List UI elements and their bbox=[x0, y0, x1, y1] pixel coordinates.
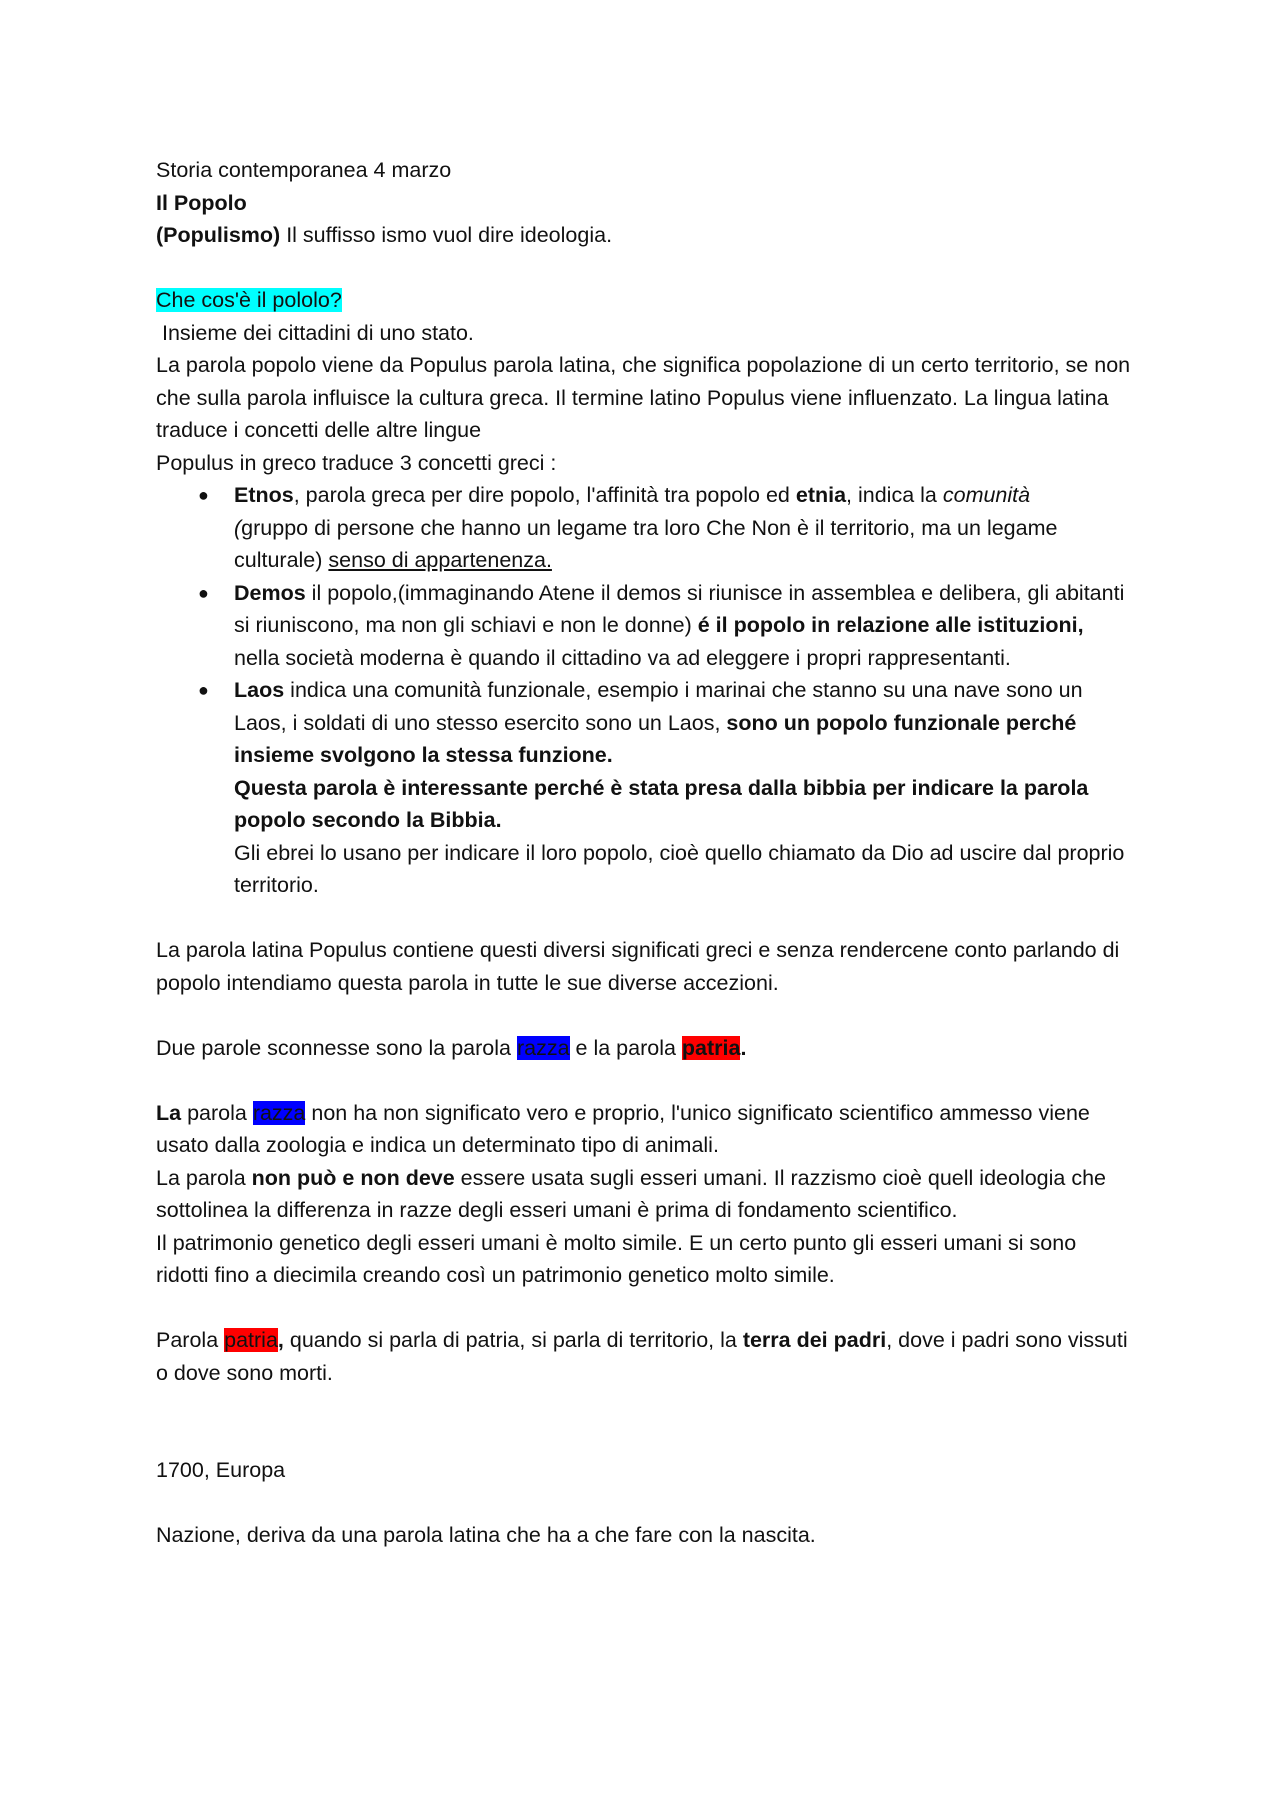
question-line bbox=[156, 284, 1131, 317]
laos-text-2: Gli ebrei lo usano per indicare il loro popolo, cioè quello chiamato da Dio ad uscire dal proprio territorio. bbox=[234, 840, 1125, 897]
term-demos: Demos bbox=[234, 580, 306, 605]
etnos-text-3: gruppo di persone che hanno un legame tra loro Che Non è il territorio, ma un legame culturale) bbox=[234, 515, 1058, 572]
non-puo-paragraph bbox=[156, 1162, 1131, 1227]
etnos-text-1: , parola greca per dire popolo, l'affinità tra popolo ed bbox=[293, 483, 796, 507]
patria-paragraph bbox=[156, 1324, 1131, 1389]
senso-appartenenza: senso di appartenenza. bbox=[328, 548, 552, 572]
demos-bold: é il popolo in relazione alle istituzioni, bbox=[697, 613, 1084, 637]
list-item-laos bbox=[156, 674, 1131, 902]
doc-heading: Il Popolo bbox=[156, 190, 247, 215]
terra-dei-padri: terra dei padri bbox=[742, 1328, 887, 1352]
greek-concepts-list bbox=[156, 479, 1131, 902]
intro-definition: Insieme dei cittadini di uno stato. bbox=[156, 320, 474, 345]
populismo-text: Il suffisso ismo vuol dire ideologia. bbox=[280, 223, 613, 247]
document-page bbox=[156, 154, 1131, 1552]
non-puo-text-2: essere usata sugli esseri umani. Il razzismo cioè quell ideologia che sottolinea la differenza in razze degli esseri umani è prima di fondamento scientifico. bbox=[156, 1165, 1107, 1222]
populismo-term: (Populismo) bbox=[156, 223, 281, 247]
razza-text-1: parola bbox=[181, 1100, 253, 1125]
bullet-marker: ● bbox=[198, 485, 209, 505]
populismo-line bbox=[156, 219, 1131, 252]
term-etnos: Etnos bbox=[234, 483, 294, 507]
due-parole-text-1: Due parole sconnesse sono la parola bbox=[156, 1035, 517, 1060]
laos-bold-2: Questa parola è interessante perché è stata presa dalla bibbia per indicare la parola popolo secondo la Bibbia. bbox=[234, 775, 1089, 832]
intro-lead: Populus in greco traduce 3 concetti greci : bbox=[156, 450, 557, 475]
question-highlight: Che cos'è il pololo? bbox=[156, 288, 342, 312]
laos-bold-1: sono un popolo funzionale perché insieme svolgono la stessa funzione. bbox=[234, 710, 1077, 767]
patrimonio-paragraph: Il patrimonio genetico degli esseri umani è molto simile. E un certo punto gli esseri umani si sono ridotti fino a diecimila creando così un patrimonio genetico molto simile. bbox=[156, 1230, 1077, 1287]
etnos-text-2: , indica la bbox=[846, 483, 943, 507]
bullet-marker: ● bbox=[198, 680, 209, 700]
laos-text-1: indica una comunità funzionale, esempio i marinai che stanno su una nave sono un Laos, i soldati di uno stesso esercito sono un Laos, bbox=[234, 678, 1083, 735]
razza-text-2: non ha non significato vero e proprio, l'unico significato scientifico ammesso viene usato dalla zoologia e indica un determinato tipo di animali. bbox=[156, 1100, 1090, 1157]
etnos-paren: ( bbox=[234, 515, 242, 540]
due-parole-text-2: e la parola bbox=[569, 1035, 682, 1060]
doc-title: Storia contemporanea 4 marzo bbox=[156, 158, 452, 182]
nazione-line: Nazione, deriva da una parola latina che ha a che fare con la nascita. bbox=[156, 1523, 816, 1547]
intro-paragraph: La parola popolo viene da Populus parola latina, che significa popolazione di un certo territorio, se non che sulla parola influisce la cultura greca. Il termine latino Populus viene influenzato. La lingua latina traduce i concetti delle altre lingue bbox=[156, 353, 1131, 442]
term-comunita: comunità bbox=[942, 483, 1031, 507]
razza-highlight: razza bbox=[516, 1035, 570, 1060]
bullet-marker: ● bbox=[198, 582, 209, 603]
due-parole-line bbox=[156, 1032, 1131, 1065]
list-item-demos bbox=[156, 577, 1131, 675]
razza-highlight: razza bbox=[252, 1100, 306, 1125]
patria-highlight: patria bbox=[224, 1328, 278, 1352]
patria-text-1: Parola bbox=[156, 1328, 225, 1352]
date-line: 1700, Europa bbox=[156, 1458, 286, 1482]
non-puo-text-1: La parola bbox=[156, 1165, 252, 1190]
demos-text-2: nella società moderna è quando il cittadino va ad eleggere i propri rappresentanti. bbox=[234, 645, 1011, 670]
populus-paragraph: La parola latina Populus contiene questi diversi significati greci e senza rendercene conto parlando di popolo intendiamo questa parola in tutte le sue diverse accezioni. bbox=[156, 938, 1120, 995]
demos-text-1: il popolo,(immaginando Atene il demos si riunisce in assemblea e delibera, gli abitanti si riuniscono, ma non gli schiavi e non le donne) bbox=[234, 580, 1125, 637]
list-item-etnos bbox=[156, 479, 1131, 577]
razza-paragraph bbox=[156, 1097, 1131, 1162]
patria-highlight: patria bbox=[681, 1035, 741, 1060]
term-laos: Laos bbox=[234, 678, 285, 702]
due-parole-end: . bbox=[740, 1035, 747, 1060]
term-etnia: etnia bbox=[795, 483, 847, 507]
patria-text-3: , dove i padri sono vissuti o dove sono morti. bbox=[156, 1328, 1128, 1385]
razza-la: La bbox=[156, 1100, 182, 1125]
non-puo-bold: non può e non deve bbox=[251, 1165, 455, 1190]
patria-comma: , bbox=[277, 1328, 284, 1352]
patria-text-2: quando si parla di patria, si parla di territorio, la bbox=[283, 1328, 743, 1352]
